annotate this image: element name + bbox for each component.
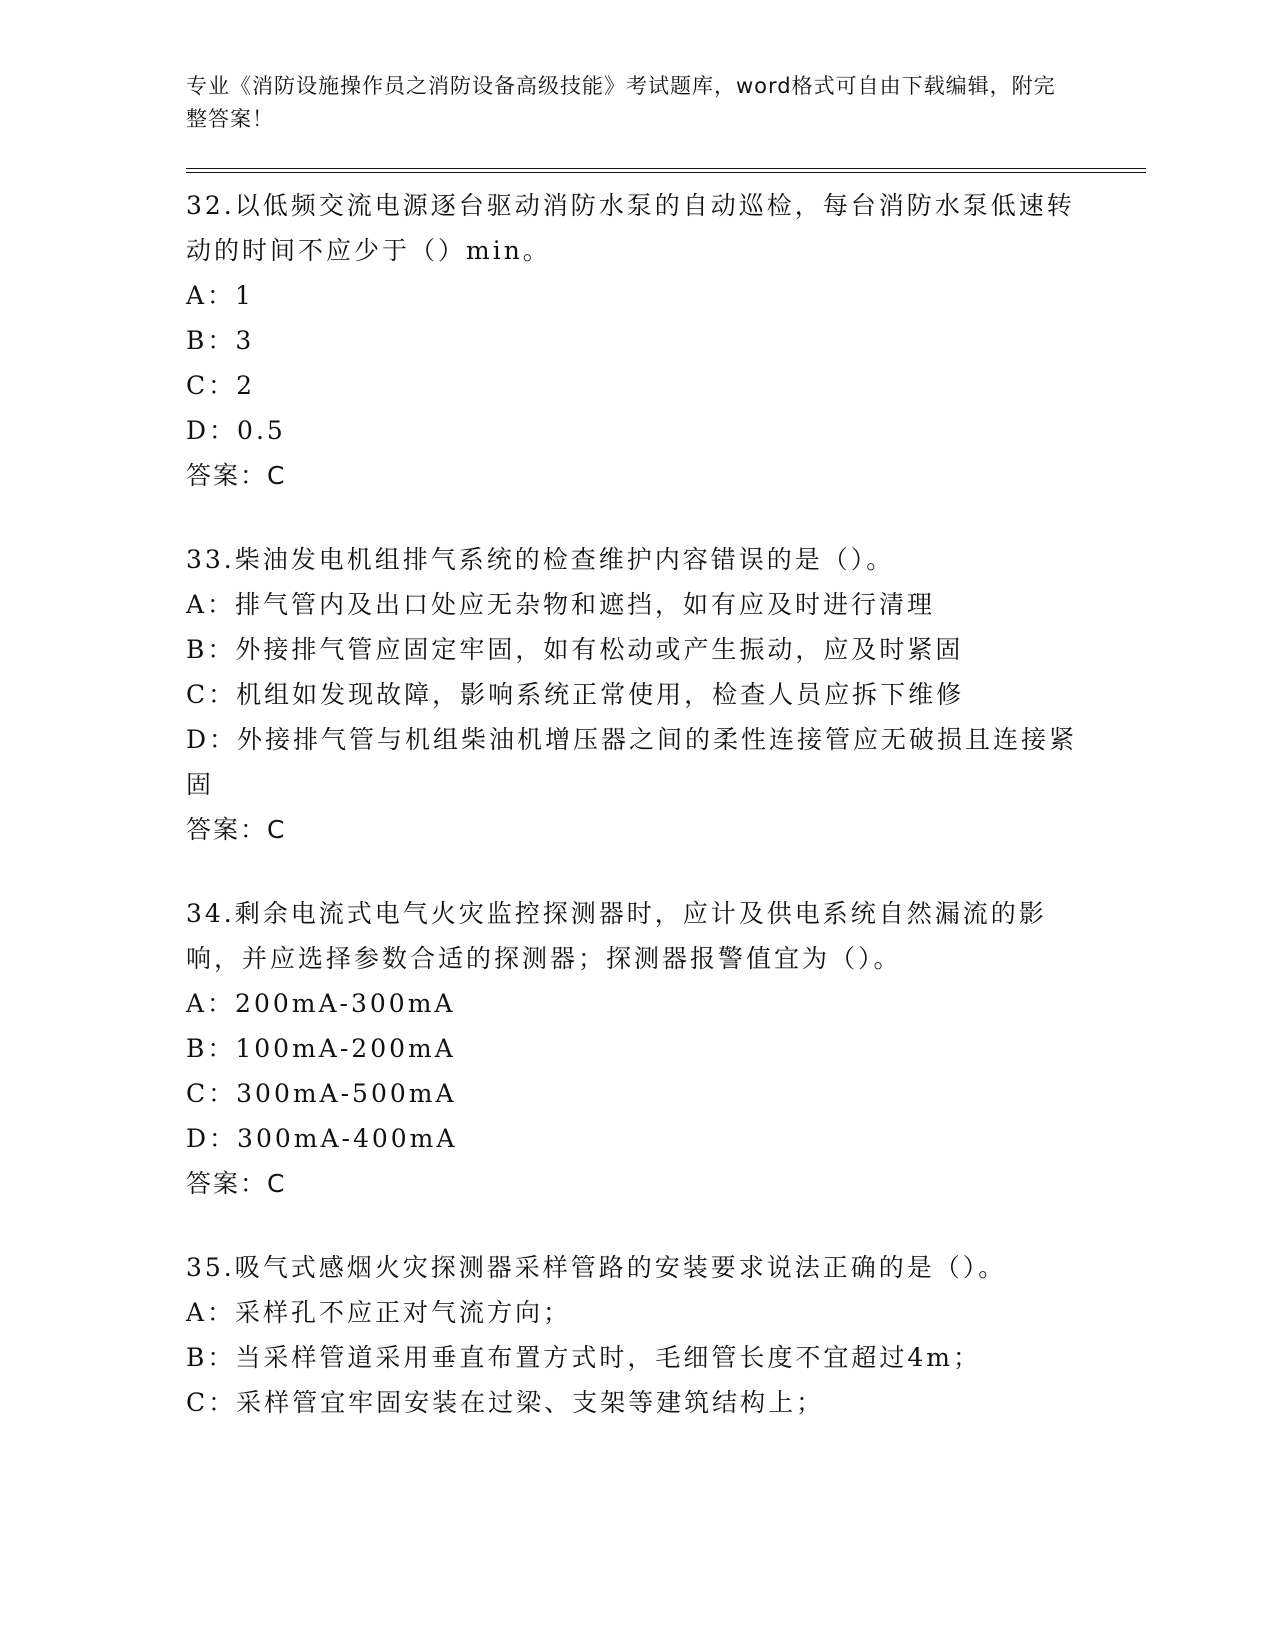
option-d: D：外接排气管与机组柴油机增压器之间的柔性连接管应无破损且连接紧固 [186, 725, 1078, 799]
question-stem: 33.柴油发电机组排气系统的检查维护内容错误的是（）。 [186, 545, 895, 574]
option-b: B：100mA-200mA [186, 1034, 456, 1063]
option-d: D：300mA-400mA [186, 1124, 458, 1153]
option-b: B：外接排气管应固定牢固，如有松动或产生振动，应及时紧固 [186, 635, 964, 664]
option-a: A：200mA-300mA [186, 989, 456, 1018]
option-c: C：300mA-500mA [186, 1079, 457, 1108]
question-33 [186, 537, 1146, 853]
option-b: B：3 [186, 326, 255, 355]
question-stem: 32.以低频交流电源逐台驱动消防水泵的自动巡检，每台消防水泵低速转动的时间不应少于（）min。 [186, 191, 1075, 265]
question-list [186, 183, 1146, 1425]
question-32 [186, 183, 1146, 499]
answer: 答案：C [186, 461, 287, 490]
option-a: A：排气管内及出口处应无杂物和遮挡，如有应及时进行清理 [186, 590, 936, 619]
option-a: A：采样孔不应正对气流方向； [186, 1298, 572, 1327]
question-stem: 34.剩余电流式电气火灾监控探测器时，应计及供电系统自然漏流的影响，并应选择参数合适的探测器；探测器报警值宜为（）。 [186, 899, 1047, 973]
option-b: B：当采样管道采用垂直布置方式时，毛细管长度不宜超过4m； [186, 1343, 981, 1372]
option-a: A：1 [186, 281, 254, 310]
document-intro: 专业《消防设施操作员之消防设备高级技能》考试题库，word格式可自由下载编辑，附完整答案！ [186, 74, 1056, 131]
option-c: C：机组如发现故障，影响系统正常使用，检查人员应拆下维修 [186, 680, 965, 709]
question-35 [186, 1245, 1146, 1425]
document-page [186, 70, 1146, 1463]
option-c: C：2 [186, 371, 256, 400]
question-stem: 35.吸气式感烟火灾探测器采样管路的安装要求说法正确的是（）。 [186, 1253, 1007, 1282]
answer: 答案：C [186, 815, 287, 844]
option-c: C：采样管宜牢固安装在过梁、支架等建筑结构上； [186, 1388, 825, 1417]
answer: 答案：C [186, 1169, 287, 1198]
option-d: D：0.5 [186, 416, 286, 445]
question-34 [186, 891, 1146, 1207]
header-divider [186, 168, 1146, 173]
